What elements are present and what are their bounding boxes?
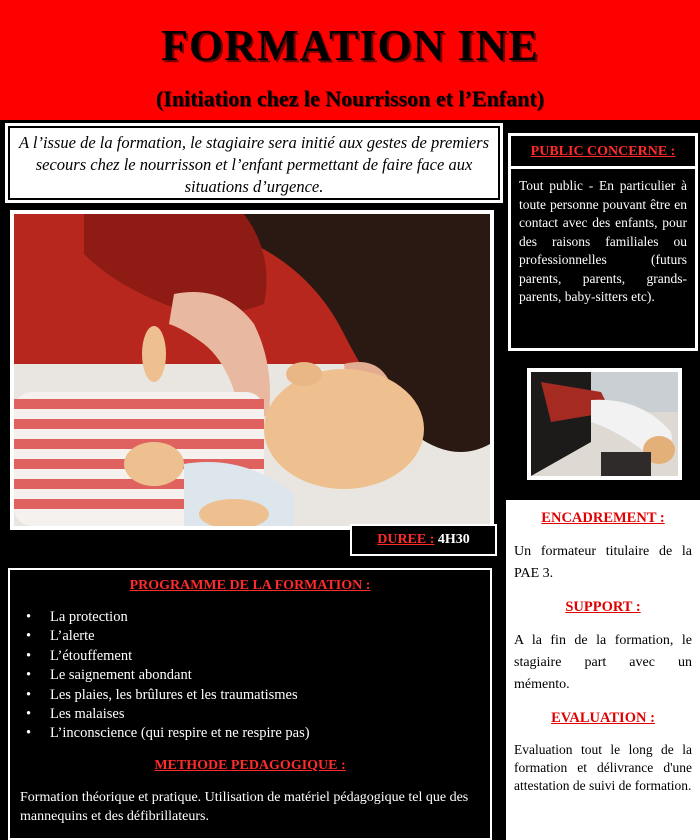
methode-title: METHODE PEDAGOGIQUE : (154, 757, 346, 773)
intro-text: A l’issue de la formation, le stagiaire sera initié aux gestes de premiers secours chez le nourrisson et l’enfant permettant de faire face aux situations d’urgence. (8, 126, 500, 200)
public-concerne-title: PUBLIC CONCERNE : (530, 144, 676, 159)
right-info-column (506, 500, 700, 840)
page-title: FORMATION INE (161, 21, 539, 70)
programme-list (20, 608, 480, 744)
page-subtitle: (Initiation chez le Nourrisson et l’Enfant) (155, 86, 545, 111)
support-text: A la fin de la formation, le stagiaire part avec un mémento. (514, 633, 692, 692)
support-title: SUPPORT : (565, 599, 641, 615)
programme-title: PROGRAMME DE LA FORMATION : (129, 578, 371, 593)
public-concerne-text: Tout public - En particulier à toute personne pouvant être en contact avec des enfants, pour des raisons familiales ou professionnelles (futurs parents, parents, grands-parents, baby-sitters etc). (519, 178, 687, 304)
list-item: • L’étouffement (20, 647, 480, 666)
methode-text: Formation théorique et pratique. Utilisation de matériel pédagogique tel que des mannequins et des défibrillateurs. (20, 789, 469, 824)
list-item: • Les plaies, les brûlures et les traumatismes (20, 686, 480, 705)
evaluation-title: EVALUATION : (551, 710, 655, 726)
public-concerne-box (508, 133, 698, 351)
cpr-infant-illustration (14, 214, 490, 526)
list-item: • L’alerte (20, 627, 480, 646)
cpr-practice-photo (527, 368, 682, 480)
duree-label: DUREE : (377, 532, 435, 547)
evaluation-text: Evaluation tout le long de la formation et délivrance d'une attestation de suivi de formation. (514, 742, 692, 793)
duree-value: 4H30 (437, 532, 470, 547)
programme-box (8, 568, 492, 840)
duree-badge (350, 524, 497, 556)
header-banner (0, 0, 700, 120)
divider (511, 166, 695, 169)
list-item: • Les malaises (20, 705, 480, 724)
list-item: • Le saignement abondant (20, 666, 480, 685)
cpr-practice-illustration (531, 372, 678, 476)
encadrement-title: ENCADREMENT : (541, 510, 665, 526)
list-item: • La protection (20, 608, 480, 627)
cpr-infant-photo (10, 210, 494, 530)
encadrement-text: Un formateur titulaire de la PAE 3. (514, 544, 692, 581)
list-item: • L’inconscience (qui respire et ne respire pas) (20, 724, 480, 743)
